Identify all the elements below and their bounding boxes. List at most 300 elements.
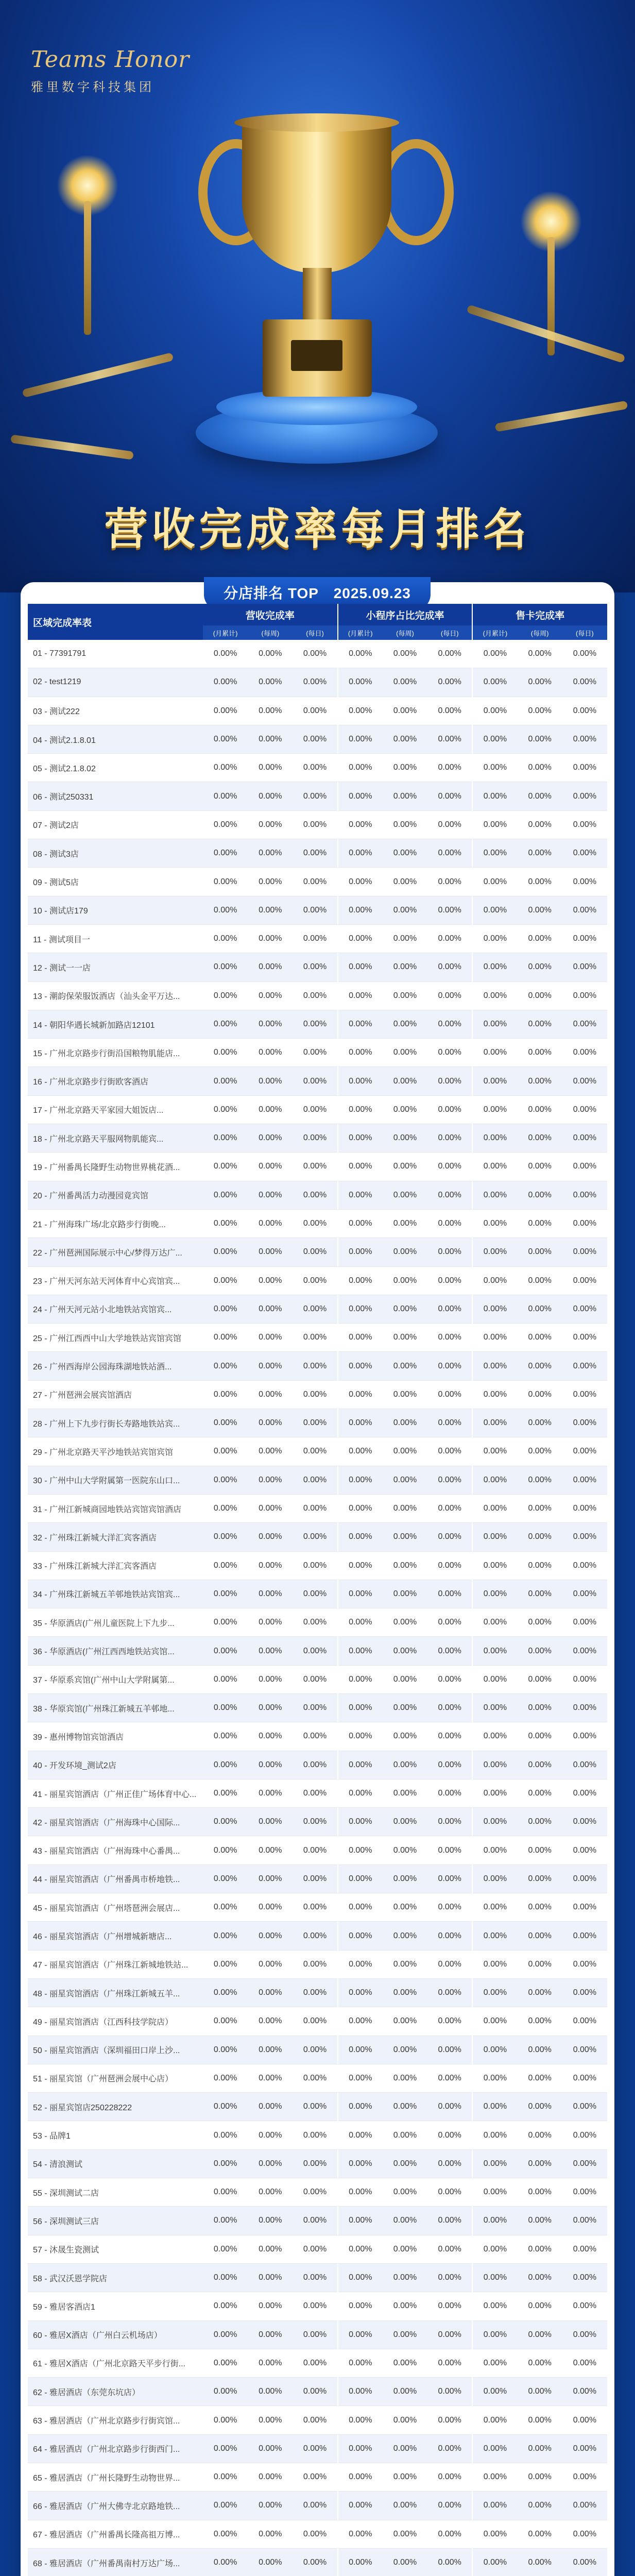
store-name-cell — [28, 1181, 203, 1209]
rate-cell: 0.00% — [383, 668, 427, 697]
rate-cell: 0.00% — [427, 1978, 472, 2007]
rate-cell: 0.00% — [248, 2263, 293, 2292]
table-row — [28, 1808, 607, 1836]
rate-cell: 0.00% — [248, 1266, 293, 1295]
rate-cell: 0.00% — [383, 1836, 427, 1865]
rate-cell: 0.00% — [248, 1608, 293, 1637]
rate-cell: 0.00% — [248, 1808, 293, 1836]
rank-number: 32 — [33, 1533, 42, 1543]
store-name: 测试2.1.8.01 — [49, 736, 96, 745]
rate-cell: 0.00% — [203, 2434, 248, 2463]
table-row — [28, 839, 607, 868]
store-name: 雅居酒店（广州长隆野生动物世界... — [49, 2473, 180, 2483]
store-name-cell — [28, 2036, 203, 2064]
store-name-cell — [28, 1238, 203, 1266]
rate-cell: 0.00% — [293, 2292, 337, 2320]
rate-cell: 0.00% — [472, 1922, 517, 1950]
store-name: 广州北京路步行街沿国粮物肌能店... — [49, 1049, 180, 1058]
store-name: 77391791 — [49, 649, 87, 658]
rate-cell: 0.00% — [248, 810, 293, 839]
rate-cell: 0.00% — [338, 1693, 383, 1722]
rate-cell: 0.00% — [338, 1580, 383, 1608]
table-row — [28, 1693, 607, 1722]
store-name-cell — [28, 2121, 203, 2149]
rate-cell: 0.00% — [338, 2406, 383, 2434]
store-name: 广州珠江新城大洋汇宾客酒店 — [49, 1533, 157, 1543]
rate-cell: 0.00% — [338, 2121, 383, 2149]
rank-number: 05 — [33, 764, 42, 773]
rank-number: 55 — [33, 2189, 42, 2198]
rank-separator: - — [42, 2189, 50, 2198]
rate-cell: 0.00% — [472, 2520, 517, 2548]
store-name: 广州番禺活力动漫园竟宾馆 — [49, 1192, 149, 1201]
rank-number: 44 — [33, 1875, 42, 1885]
rate-cell: 0.00% — [248, 2378, 293, 2406]
table-row — [28, 924, 607, 953]
rate-cell: 0.00% — [293, 1808, 337, 1836]
store-name: 雅居X酒店（广州白云机场店） — [49, 2331, 162, 2341]
rank-number: 16 — [33, 1078, 42, 1087]
rate-cell: 0.00% — [427, 697, 472, 725]
rank-number: 26 — [33, 1363, 42, 1372]
store-name-cell — [28, 1209, 203, 1238]
sub-header: (每周) — [248, 625, 293, 640]
sub-header: (每日) — [427, 625, 472, 640]
rate-cell: 0.00% — [338, 1039, 383, 1067]
rate-cell: 0.00% — [427, 2320, 472, 2349]
rate-cell: 0.00% — [248, 2349, 293, 2377]
store-name-cell — [28, 839, 203, 868]
page-title: 营收完成率每月排名 — [104, 504, 531, 554]
rank-number: 41 — [33, 1790, 42, 1799]
rank-separator: - — [42, 2559, 50, 2568]
rank-separator: - — [42, 1163, 50, 1172]
rate-cell: 0.00% — [472, 2548, 517, 2576]
rate-cell: 0.00% — [562, 2349, 607, 2377]
rate-cell: 0.00% — [518, 1437, 562, 1466]
rate-cell: 0.00% — [518, 810, 562, 839]
rate-cell: 0.00% — [293, 1608, 337, 1637]
rate-cell: 0.00% — [427, 1836, 472, 1865]
rate-cell: 0.00% — [293, 668, 337, 697]
rate-cell: 0.00% — [248, 1637, 293, 1665]
rate-cell: 0.00% — [338, 2149, 383, 2178]
rate-cell: 0.00% — [518, 725, 562, 753]
store-name-cell — [28, 725, 203, 753]
store-name-cell — [28, 1494, 203, 1522]
store-name: 广州上下九步行街长寿路地铁站宾... — [49, 1419, 180, 1429]
rate-cell: 0.00% — [562, 1010, 607, 1038]
rate-cell: 0.00% — [338, 1722, 383, 1751]
rate-cell: 0.00% — [248, 953, 293, 981]
rate-cell: 0.00% — [293, 2320, 337, 2349]
rate-cell: 0.00% — [248, 1010, 293, 1038]
rank-number: 14 — [33, 1021, 42, 1030]
rate-cell: 0.00% — [518, 1494, 562, 1522]
rank-number: 15 — [33, 1049, 42, 1058]
store-name: 测试一一店 — [49, 963, 91, 973]
rate-cell: 0.00% — [338, 2320, 383, 2349]
rate-cell: 0.00% — [562, 2235, 607, 2263]
rate-cell: 0.00% — [293, 1893, 337, 1922]
rate-cell: 0.00% — [518, 896, 562, 924]
rate-cell: 0.00% — [203, 1295, 248, 1323]
rate-cell: 0.00% — [383, 1551, 427, 1580]
rate-cell: 0.00% — [472, 896, 517, 924]
rank-separator: - — [42, 1192, 50, 1201]
rate-cell: 0.00% — [248, 1978, 293, 2007]
rate-cell: 0.00% — [427, 1580, 472, 1608]
sub-header: (月累计) — [338, 625, 383, 640]
store-name-cell — [28, 868, 203, 896]
rate-cell: 0.00% — [518, 782, 562, 810]
rate-cell: 0.00% — [427, 1238, 472, 1266]
rate-cell: 0.00% — [338, 1922, 383, 1950]
rate-cell: 0.00% — [203, 1124, 248, 1153]
rate-cell: 0.00% — [203, 782, 248, 810]
table-row — [28, 896, 607, 924]
rate-cell: 0.00% — [338, 2548, 383, 2576]
rate-cell: 0.00% — [293, 924, 337, 953]
rate-cell: 0.00% — [293, 2121, 337, 2149]
store-name: 惠州博物馆宾馆酒店 — [49, 1733, 124, 1742]
rank-number: 57 — [33, 2246, 42, 2255]
table-row — [28, 1551, 607, 1580]
rank-separator: - — [42, 907, 50, 916]
store-name: 深圳测试三店 — [49, 2217, 99, 2226]
store-name-cell — [28, 1893, 203, 1922]
rate-cell: 0.00% — [427, 1722, 472, 1751]
rate-cell: 0.00% — [248, 1181, 293, 1209]
rate-cell: 0.00% — [338, 1067, 383, 1095]
table-row — [28, 2093, 607, 2121]
rank-separator: - — [42, 1277, 50, 1286]
table-row — [28, 1865, 607, 1893]
rate-cell: 0.00% — [383, 981, 427, 1010]
rate-cell: 0.00% — [562, 1124, 607, 1153]
rate-cell: 0.00% — [248, 2093, 293, 2121]
rate-cell: 0.00% — [562, 868, 607, 896]
rate-cell: 0.00% — [472, 1950, 517, 1978]
store-name-cell — [28, 1693, 203, 1722]
rate-cell: 0.00% — [293, 1153, 337, 1181]
rate-cell: 0.00% — [427, 2178, 472, 2207]
rate-cell: 0.00% — [338, 981, 383, 1010]
rate-cell: 0.00% — [383, 1209, 427, 1238]
ranking-table — [28, 604, 607, 2576]
rate-cell: 0.00% — [562, 1067, 607, 1095]
rate-cell: 0.00% — [562, 1095, 607, 1124]
rate-cell: 0.00% — [203, 1039, 248, 1067]
rate-cell: 0.00% — [472, 1153, 517, 1181]
rank-number: 36 — [33, 1648, 42, 1657]
rank-number: 09 — [33, 878, 42, 888]
rate-cell: 0.00% — [518, 1893, 562, 1922]
trophy-stem — [303, 268, 332, 325]
rate-cell: 0.00% — [472, 1551, 517, 1580]
table-row — [28, 2520, 607, 2548]
rank-number: 35 — [33, 1619, 42, 1628]
rank-separator: - — [42, 1790, 50, 1799]
rate-cell: 0.00% — [472, 1893, 517, 1922]
rank-separator: - — [42, 2075, 50, 2084]
rate-cell: 0.00% — [203, 2292, 248, 2320]
rate-cell: 0.00% — [472, 839, 517, 868]
store-name: 华原酒店(广州儿童医院上下九步... — [49, 1619, 175, 1628]
store-name: 雅居X酒店（广州北京路天平步行街... — [49, 2360, 186, 2369]
store-name-cell — [28, 1324, 203, 1352]
rate-cell: 0.00% — [338, 1466, 383, 1494]
rate-cell: 0.00% — [427, 1380, 472, 1409]
rank-separator: - — [42, 1590, 50, 1600]
rank-separator: - — [42, 1989, 50, 1998]
store-name: 丽星宾馆酒店（广州番禺市桥地铁... — [49, 1875, 180, 1885]
store-name-cell — [28, 782, 203, 810]
store-name-cell — [28, 1950, 203, 1978]
store-name: 广州北京路天平家园大姐饭店... — [49, 1106, 164, 1115]
rate-cell: 0.00% — [562, 1209, 607, 1238]
rate-cell: 0.00% — [383, 1352, 427, 1380]
store-name-cell — [28, 2235, 203, 2263]
rank-number: 61 — [33, 2360, 42, 2369]
rate-cell: 0.00% — [248, 896, 293, 924]
rank-number: 53 — [33, 2132, 42, 2141]
rate-cell: 0.00% — [203, 1808, 248, 1836]
store-name-cell — [28, 1437, 203, 1466]
rate-cell: 0.00% — [248, 2548, 293, 2576]
rate-cell: 0.00% — [427, 725, 472, 753]
rate-cell: 0.00% — [248, 839, 293, 868]
store-name-cell — [28, 1865, 203, 1893]
rate-cell: 0.00% — [427, 2064, 472, 2092]
rate-cell: 0.00% — [203, 1494, 248, 1522]
rate-cell: 0.00% — [203, 953, 248, 981]
rate-cell: 0.00% — [293, 640, 337, 668]
rate-cell: 0.00% — [518, 2492, 562, 2520]
store-name: 广州天河东站天河体育中心宾馆宾... — [49, 1277, 180, 1286]
store-name: 武汉沃恩学院店 — [49, 2274, 108, 2283]
rate-cell: 0.00% — [293, 1010, 337, 1038]
store-name-cell — [28, 2548, 203, 2576]
rate-cell: 0.00% — [203, 868, 248, 896]
rank-separator: - — [42, 850, 50, 859]
rank-separator: - — [42, 1049, 50, 1058]
rate-cell: 0.00% — [203, 1067, 248, 1095]
store-name-cell — [28, 1095, 203, 1124]
rate-cell: 0.00% — [562, 1466, 607, 1494]
store-name-cell — [28, 1409, 203, 1437]
rate-cell: 0.00% — [518, 981, 562, 1010]
rate-cell: 0.00% — [203, 1978, 248, 2007]
group-header-card: 售卡完成率 — [472, 604, 607, 625]
store-name-cell — [28, 697, 203, 725]
rank-separator: - — [42, 2217, 50, 2226]
rank-number: 31 — [33, 1505, 42, 1514]
rank-number: 59 — [33, 2302, 42, 2312]
rate-cell: 0.00% — [518, 2178, 562, 2207]
rate-cell: 0.00% — [338, 1808, 383, 1836]
store-name: 丽星宾馆酒店（广州增城新塘店... — [49, 1933, 172, 1941]
store-name-cell — [28, 1352, 203, 1380]
rank-separator: - — [42, 1933, 50, 1941]
rate-cell: 0.00% — [518, 1580, 562, 1608]
rate-cell: 0.00% — [427, 2007, 472, 2036]
rank-number: 58 — [33, 2274, 42, 2283]
rate-cell: 0.00% — [472, 1181, 517, 1209]
rate-cell: 0.00% — [203, 1209, 248, 1238]
rate-cell: 0.00% — [338, 640, 383, 668]
rate-cell: 0.00% — [203, 1580, 248, 1608]
rank-number: 21 — [33, 1220, 42, 1229]
rank-number: 18 — [33, 1134, 42, 1144]
rate-cell: 0.00% — [338, 2292, 383, 2320]
rank-number: 17 — [33, 1106, 42, 1115]
rate-cell: 0.00% — [562, 1238, 607, 1266]
rate-cell: 0.00% — [562, 1324, 607, 1352]
rate-cell: 0.00% — [472, 1266, 517, 1295]
rank-separator: - — [42, 992, 50, 1002]
rate-cell: 0.00% — [472, 2434, 517, 2463]
rate-cell: 0.00% — [293, 1751, 337, 1779]
rank-separator: - — [42, 2246, 50, 2255]
rate-cell: 0.00% — [203, 1693, 248, 1722]
rate-cell: 0.00% — [518, 1067, 562, 1095]
rate-cell: 0.00% — [338, 1409, 383, 1437]
rank-separator: - — [42, 2103, 50, 2112]
table-row — [28, 1836, 607, 1865]
rate-cell: 0.00% — [248, 1124, 293, 1153]
rate-cell: 0.00% — [562, 896, 607, 924]
rate-cell: 0.00% — [472, 2263, 517, 2292]
rank-number: 51 — [33, 2075, 42, 2084]
rank-number: 38 — [33, 1704, 42, 1714]
rank-number: 47 — [33, 1961, 42, 1970]
rate-cell: 0.00% — [472, 640, 517, 668]
rate-cell: 0.00% — [383, 1722, 427, 1751]
rate-cell: 0.00% — [472, 1352, 517, 1380]
rate-cell: 0.00% — [562, 2007, 607, 2036]
rate-cell: 0.00% — [518, 1409, 562, 1437]
rate-cell: 0.00% — [472, 2378, 517, 2406]
rate-cell: 0.00% — [518, 2463, 562, 2492]
rate-cell: 0.00% — [562, 1665, 607, 1693]
table-row — [28, 1295, 607, 1323]
rank-number: 39 — [33, 1733, 42, 1742]
rate-cell: 0.00% — [248, 1665, 293, 1693]
rate-cell: 0.00% — [203, 2235, 248, 2263]
rate-cell: 0.00% — [427, 839, 472, 868]
rank-separator: - — [42, 1961, 50, 1970]
rate-cell: 0.00% — [383, 1523, 427, 1551]
rate-cell: 0.00% — [562, 782, 607, 810]
store-name: 雅居酒店（广州北京路步行街西门... — [49, 2445, 180, 2454]
store-name: 广州北京路天平沙地铁站宾馆宾馆 — [49, 1448, 174, 1457]
rate-cell: 0.00% — [518, 1808, 562, 1836]
rate-cell: 0.00% — [338, 924, 383, 953]
store-name-cell — [28, 2263, 203, 2292]
rate-cell: 0.00% — [293, 782, 337, 810]
rate-cell: 0.00% — [518, 1010, 562, 1038]
rank-separator: - — [42, 2531, 50, 2540]
table-row — [28, 668, 607, 697]
rate-cell: 0.00% — [203, 924, 248, 953]
rate-cell: 0.00% — [472, 981, 517, 1010]
rate-cell: 0.00% — [293, 1494, 337, 1522]
table-row — [28, 2064, 607, 2092]
rate-cell: 0.00% — [472, 1295, 517, 1323]
rate-cell: 0.00% — [203, 1922, 248, 1950]
rate-cell: 0.00% — [203, 668, 248, 697]
table-row — [28, 1095, 607, 1124]
rate-cell: 0.00% — [293, 953, 337, 981]
rate-cell: 0.00% — [383, 2121, 427, 2149]
sub-header: (每周) — [518, 625, 562, 640]
table-row — [28, 2292, 607, 2320]
rate-cell: 0.00% — [338, 1665, 383, 1693]
rate-cell: 0.00% — [338, 868, 383, 896]
rate-cell: 0.00% — [338, 1352, 383, 1380]
table-row — [28, 725, 607, 753]
rate-cell: 0.00% — [427, 2378, 472, 2406]
rate-cell: 0.00% — [293, 1039, 337, 1067]
rate-cell: 0.00% — [427, 1437, 472, 1466]
rate-cell: 0.00% — [427, 1153, 472, 1181]
store-name-cell — [28, 2064, 203, 2092]
rank-number: 13 — [33, 992, 42, 1002]
rate-cell: 0.00% — [383, 2263, 427, 2292]
store-name-cell — [28, 981, 203, 1010]
rate-cell: 0.00% — [427, 1551, 472, 1580]
rate-cell: 0.00% — [293, 2463, 337, 2492]
rate-cell: 0.00% — [472, 2235, 517, 2263]
store-name: 沐晟生瓷测试 — [49, 2246, 99, 2255]
rate-cell: 0.00% — [472, 2178, 517, 2207]
rate-cell: 0.00% — [338, 2093, 383, 2121]
rate-cell: 0.00% — [472, 2007, 517, 2036]
rate-cell: 0.00% — [472, 1010, 517, 1038]
rate-cell: 0.00% — [427, 1494, 472, 1522]
table-row — [28, 697, 607, 725]
rate-cell: 0.00% — [248, 1580, 293, 1608]
rate-cell: 0.00% — [293, 1978, 337, 2007]
rate-cell: 0.00% — [562, 2207, 607, 2235]
rate-cell: 0.00% — [427, 1608, 472, 1637]
rate-cell: 0.00% — [427, 896, 472, 924]
rate-cell: 0.00% — [562, 1409, 607, 1437]
store-name-cell — [28, 2149, 203, 2178]
rank-separator: - — [42, 1761, 50, 1771]
rank-separator: - — [42, 736, 50, 745]
rate-cell: 0.00% — [338, 1380, 383, 1409]
rate-cell: 0.00% — [518, 2007, 562, 2036]
rate-cell: 0.00% — [562, 1608, 607, 1637]
rate-cell: 0.00% — [293, 1779, 337, 1807]
rate-cell: 0.00% — [518, 1181, 562, 1209]
store-name-cell — [28, 2406, 203, 2434]
rate-cell: 0.00% — [248, 2121, 293, 2149]
rate-cell: 0.00% — [427, 1637, 472, 1665]
rate-cell: 0.00% — [562, 2492, 607, 2520]
rate-cell: 0.00% — [203, 1352, 248, 1380]
store-name-cell — [28, 1466, 203, 1494]
rate-cell: 0.00% — [562, 1693, 607, 1722]
rate-cell: 0.00% — [562, 1437, 607, 1466]
trophy-rim — [234, 113, 399, 132]
rate-cell: 0.00% — [518, 1722, 562, 1751]
rate-cell: 0.00% — [338, 697, 383, 725]
rate-cell: 0.00% — [518, 2406, 562, 2434]
subtitle-label: 分店排名 TOP — [224, 585, 319, 601]
